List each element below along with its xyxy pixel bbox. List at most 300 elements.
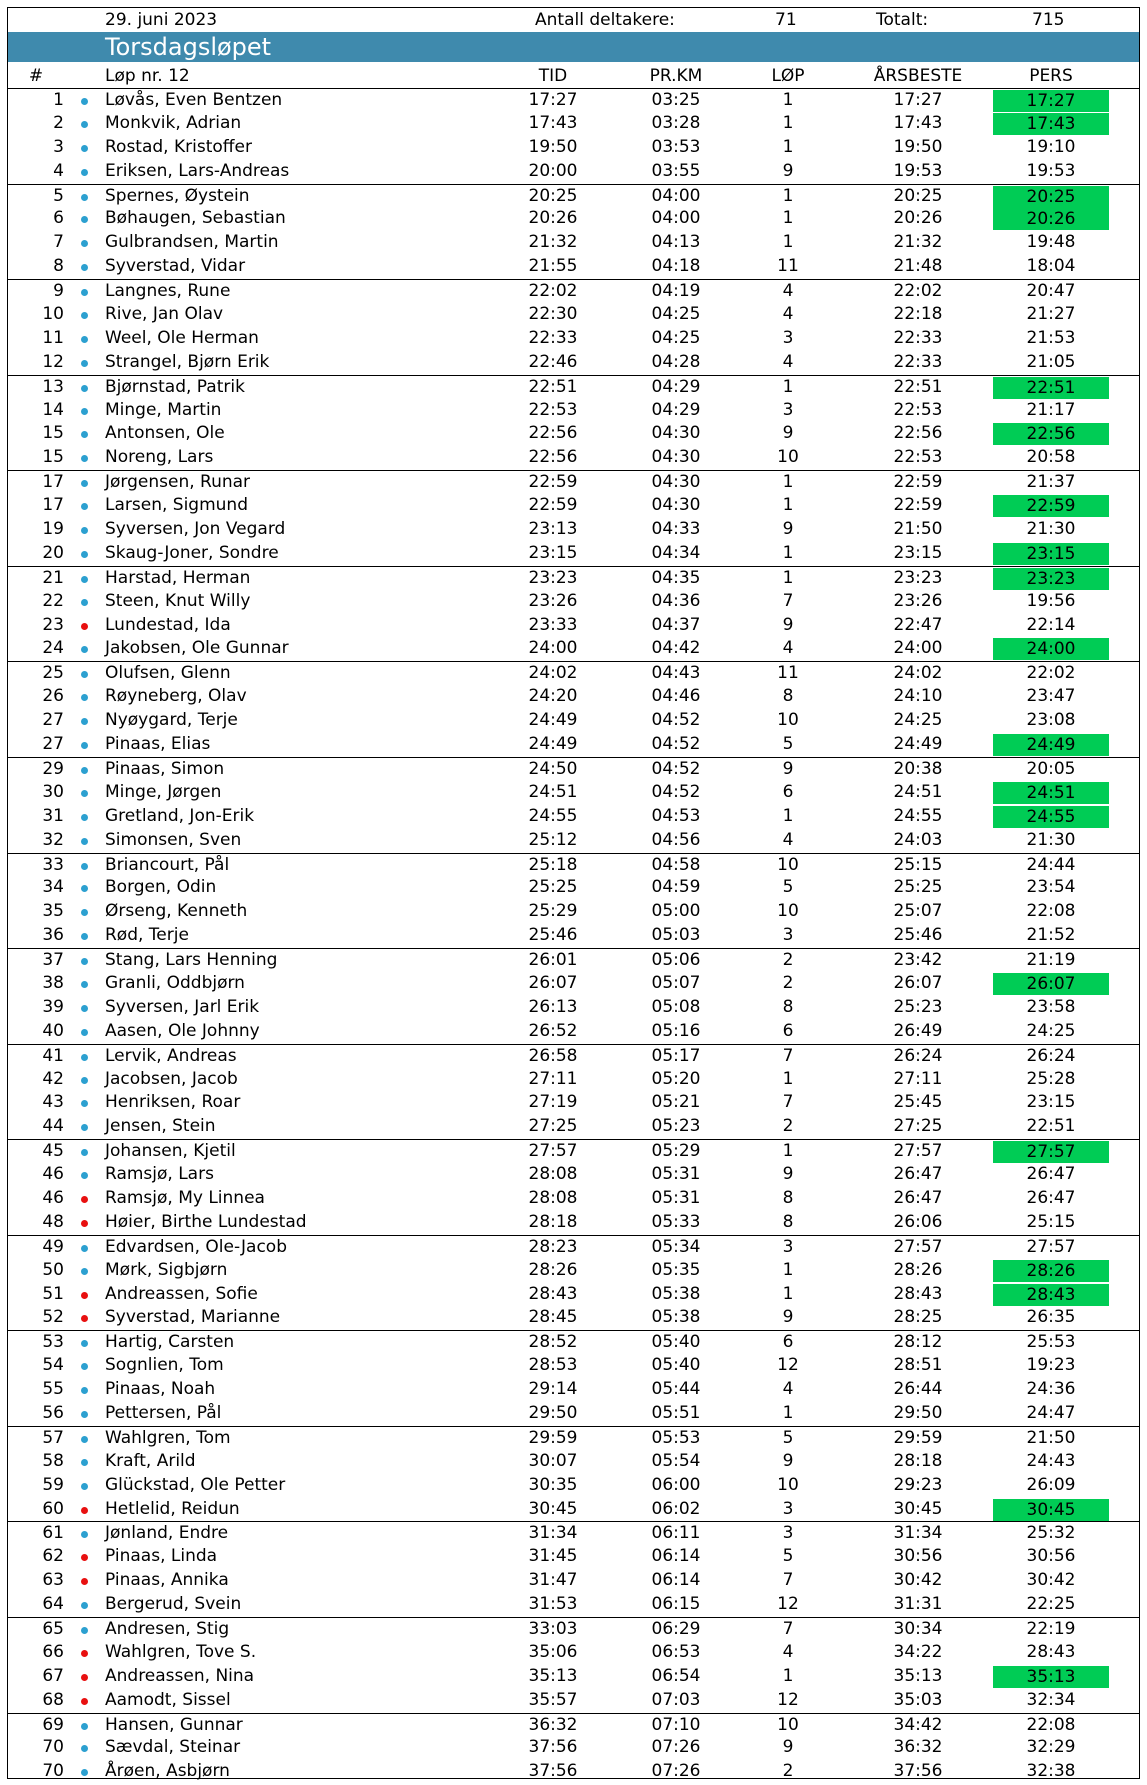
personal-best: 24:25	[1026, 1020, 1076, 1041]
result-time: 29:59	[528, 1427, 578, 1448]
race-count: 9	[782, 758, 794, 779]
result-time: 22:30	[528, 304, 578, 325]
table-row	[8, 1426, 1139, 1450]
race-count: 1	[782, 805, 794, 826]
personal-best: 23:54	[1026, 877, 1076, 898]
runner-name: Syverstad, Vidar	[105, 256, 246, 277]
gender-dot-icon	[81, 121, 88, 128]
result-time: 33:03	[528, 1619, 578, 1639]
runner-name: Pettersen, Pål	[105, 1402, 222, 1423]
race-count: 10	[777, 1474, 799, 1495]
race-count: 9	[782, 1737, 794, 1758]
result-pace: 04:34	[651, 542, 701, 563]
result-pace: 03:55	[651, 160, 701, 181]
race-count: 4	[782, 1379, 794, 1400]
season-best: 22:02	[893, 281, 943, 302]
race-count: 6	[782, 1020, 794, 1041]
result-rank: 46	[42, 1187, 64, 1208]
result-pace: 04:36	[651, 590, 701, 611]
result-time: 36:32	[528, 1714, 578, 1735]
race-count: 4	[782, 638, 794, 659]
table-row	[8, 1044, 1139, 1068]
result-pace: 04:30	[651, 495, 701, 516]
result-pace: 03:28	[651, 112, 701, 133]
result-pace: 05:40	[651, 1355, 701, 1376]
runner-name: Harstad, Herman	[105, 567, 251, 588]
table-row	[8, 112, 1139, 136]
season-best: 23:23	[893, 567, 943, 588]
gender-dot-icon	[81, 1077, 88, 1084]
result-time: 30:35	[528, 1474, 578, 1495]
result-rank: 37	[42, 950, 64, 971]
col-prkm: PR.KM	[649, 66, 703, 86]
personal-best: 18:04	[1026, 256, 1076, 277]
season-best: 34:22	[893, 1641, 943, 1662]
result-time: 28:43	[528, 1283, 578, 1304]
season-best: 28:12	[893, 1332, 943, 1353]
season-best: 24:25	[893, 710, 943, 731]
result-time: 21:55	[528, 256, 578, 277]
personal-best: 21:17	[1026, 399, 1076, 420]
result-rank: 31	[42, 805, 64, 826]
season-best: 24:02	[893, 663, 943, 684]
table-row	[8, 1569, 1139, 1593]
result-rank: 29	[42, 758, 64, 779]
result-time: 26:07	[528, 972, 578, 993]
season-best: 30:45	[893, 1498, 943, 1519]
result-time: 27:19	[528, 1092, 578, 1113]
race-count: 7	[782, 590, 794, 611]
runner-name: Weel, Ole Herman	[105, 327, 259, 348]
gender-dot-icon	[81, 1220, 88, 1227]
result-pace: 05:29	[651, 1141, 701, 1162]
result-time: 29:14	[528, 1379, 578, 1400]
result-rank: 60	[42, 1498, 64, 1519]
gender-dot-icon	[81, 336, 88, 343]
result-rank: 14	[42, 399, 64, 420]
result-rank: 68	[42, 1689, 64, 1710]
result-rank: 51	[42, 1283, 64, 1304]
gender-dot-icon	[81, 551, 88, 558]
result-pace: 03:25	[651, 90, 701, 110]
result-time: 24:51	[528, 781, 578, 802]
personal-best: 24:51	[993, 782, 1109, 804]
participants-label: Antall deltakere:	[535, 10, 675, 30]
result-rank: 24	[42, 638, 64, 659]
season-best: 24:55	[893, 805, 943, 826]
race-count: 4	[782, 829, 794, 850]
runner-name: Johansen, Kjetil	[105, 1141, 236, 1162]
result-pace: 04:00	[651, 208, 701, 229]
result-time: 22:56	[528, 447, 578, 468]
result-time: 28:18	[528, 1211, 578, 1232]
personal-best: 22:02	[1026, 663, 1076, 684]
table-row	[8, 1378, 1139, 1402]
season-best: 19:53	[893, 160, 943, 181]
result-rank: 20	[42, 542, 64, 563]
table-row	[8, 1402, 1139, 1426]
result-pace: 06:29	[651, 1619, 701, 1639]
race-count: 9	[782, 1307, 794, 1328]
runner-name: Ramsjø, Lars	[105, 1164, 214, 1185]
result-pace: 07:26	[651, 1761, 701, 1782]
table-row	[8, 1115, 1139, 1139]
table-row	[8, 661, 1139, 685]
result-pace: 05:23	[651, 1116, 701, 1137]
personal-best: 22:19	[1026, 1619, 1076, 1639]
season-best: 22:59	[893, 472, 943, 493]
race-count: 1	[782, 1283, 794, 1304]
gender-dot-icon	[81, 1723, 88, 1730]
runner-name: Larsen, Sigmund	[105, 495, 248, 516]
season-best: 25:46	[893, 925, 943, 946]
gender-dot-icon	[81, 216, 88, 223]
personal-best: 21:50	[1026, 1427, 1076, 1448]
season-best: 28:26	[893, 1259, 943, 1280]
result-rank: 66	[42, 1641, 64, 1662]
personal-best: 21:52	[1026, 925, 1076, 946]
result-pace: 07:10	[651, 1714, 701, 1735]
table-row	[8, 327, 1139, 351]
table-row	[8, 470, 1139, 494]
gender-dot-icon	[81, 814, 88, 821]
personal-best: 25:53	[1026, 1332, 1076, 1353]
col-lop: LØP	[771, 66, 805, 86]
result-pace: 05:08	[651, 996, 701, 1017]
result-time: 26:13	[528, 996, 578, 1017]
runner-name: Olufsen, Glenn	[105, 663, 231, 684]
result-pace: 06:11	[651, 1523, 701, 1544]
race-count: 1	[782, 1402, 794, 1423]
race-count: 4	[782, 304, 794, 325]
gender-dot-icon	[81, 1387, 88, 1394]
result-pace: 04:56	[651, 829, 701, 850]
personal-best: 19:10	[1026, 136, 1076, 157]
result-pace: 04:52	[651, 781, 701, 802]
personal-best: 21:19	[1026, 950, 1076, 971]
runner-name: Jakobsen, Ole Gunnar	[105, 638, 289, 659]
table-row	[8, 422, 1139, 446]
season-best: 22:56	[893, 423, 943, 444]
result-pace: 05:31	[651, 1164, 701, 1185]
season-best: 26:44	[893, 1379, 943, 1400]
result-rank: 57	[42, 1427, 64, 1448]
result-time: 27:57	[528, 1141, 578, 1162]
personal-best: 26:07	[993, 973, 1109, 995]
gender-dot-icon	[81, 1578, 88, 1585]
season-best: 25:23	[893, 996, 943, 1017]
table-row	[8, 279, 1139, 303]
result-pace: 04:37	[651, 614, 701, 635]
result-time: 20:26	[528, 208, 578, 229]
race-count: 5	[782, 1427, 794, 1448]
table-row	[8, 160, 1139, 184]
result-time: 27:11	[528, 1068, 578, 1089]
season-best: 23:42	[893, 950, 943, 971]
season-best: 25:15	[893, 854, 943, 875]
table-row	[8, 590, 1139, 614]
runner-name: Borgen, Odin	[105, 877, 217, 898]
result-rank: 39	[42, 996, 64, 1017]
gender-dot-icon	[81, 1149, 88, 1156]
table-row	[8, 1736, 1139, 1760]
gender-dot-icon	[81, 1340, 88, 1347]
result-rank: 70	[42, 1737, 64, 1758]
result-time: 27:25	[528, 1116, 578, 1137]
personal-best: 20:25	[993, 186, 1109, 208]
result-pace: 04:29	[651, 376, 701, 397]
gender-dot-icon	[81, 694, 88, 701]
table-row	[8, 1187, 1139, 1211]
table-row	[8, 1450, 1139, 1474]
result-rank: 17	[42, 472, 64, 493]
race-count: 9	[782, 423, 794, 444]
result-rank: 41	[42, 1045, 64, 1066]
table-row	[8, 375, 1139, 399]
season-best: 28:51	[893, 1355, 943, 1376]
gender-dot-icon	[81, 1029, 88, 1036]
table-row	[8, 1259, 1139, 1283]
gender-dot-icon	[81, 385, 88, 392]
runner-name: Simonsen, Sven	[105, 829, 242, 850]
runner-name: Ramsjø, My Linnea	[105, 1187, 265, 1208]
result-time: 22:59	[528, 472, 578, 493]
result-rank: 62	[42, 1546, 64, 1567]
result-rank: 4	[53, 160, 64, 181]
gender-dot-icon	[81, 527, 88, 534]
result-time: 22:51	[528, 376, 578, 397]
race-count: 3	[782, 1523, 794, 1544]
result-pace: 06:54	[651, 1665, 701, 1686]
result-rank: 5	[53, 185, 64, 206]
result-time: 17:27	[528, 90, 578, 110]
season-best: 22:53	[893, 447, 943, 468]
result-rank: 43	[42, 1092, 64, 1113]
result-pace: 04:53	[651, 805, 701, 826]
table-row	[8, 614, 1139, 638]
runner-name: Hartig, Carsten	[105, 1332, 235, 1353]
result-pace: 05:44	[651, 1379, 701, 1400]
gender-dot-icon	[81, 503, 88, 510]
result-time: 19:50	[528, 136, 578, 157]
table-row	[8, 1521, 1139, 1545]
table-row	[8, 948, 1139, 972]
personal-best: 24:36	[1026, 1379, 1076, 1400]
runner-name: Skaug-Joner, Sondre	[105, 542, 279, 563]
result-pace: 05:33	[651, 1211, 701, 1232]
gender-dot-icon	[81, 863, 88, 870]
season-best: 30:42	[893, 1570, 943, 1591]
result-rank: 40	[42, 1020, 64, 1041]
result-rank: 67	[42, 1665, 64, 1686]
season-best: 22:18	[893, 304, 943, 325]
gender-dot-icon	[81, 1745, 88, 1752]
result-time: 23:23	[528, 567, 578, 588]
gender-dot-icon	[81, 1268, 88, 1275]
personal-best: 22:51	[993, 377, 1109, 399]
race-count: 10	[777, 854, 799, 875]
race-count: 12	[777, 1355, 799, 1376]
result-time: 37:56	[528, 1761, 578, 1782]
result-pace: 04:30	[651, 472, 701, 493]
runner-name: Jensen, Stein	[105, 1116, 216, 1137]
result-time: 17:43	[528, 112, 578, 133]
col-num: #	[28, 66, 44, 86]
gender-dot-icon	[81, 599, 88, 606]
result-pace: 03:53	[651, 136, 701, 157]
result-rank: 25	[42, 663, 64, 684]
runner-name: Glückstad, Ole Petter	[105, 1474, 286, 1495]
table-row	[8, 733, 1139, 757]
result-time: 28:08	[528, 1164, 578, 1185]
result-pace: 06:53	[651, 1641, 701, 1662]
runner-name: Jacobsen, Jacob	[105, 1068, 238, 1089]
season-best: 24:03	[893, 829, 943, 850]
table-row	[8, 996, 1139, 1020]
runner-name: Andresen, Stig	[105, 1619, 230, 1639]
result-time: 28:45	[528, 1307, 578, 1328]
personal-best: 32:38	[1026, 1761, 1076, 1782]
result-time: 35:06	[528, 1641, 578, 1662]
race-count: 10	[777, 447, 799, 468]
table-row	[8, 924, 1139, 948]
runner-name: Pinaas, Elias	[105, 734, 211, 755]
result-pace: 04:18	[651, 256, 701, 277]
results-table	[8, 88, 1139, 1784]
gender-dot-icon	[81, 98, 88, 105]
season-best: 27:57	[893, 1236, 943, 1257]
table-row	[8, 1713, 1139, 1737]
col-race: Løp nr. 12	[105, 66, 190, 86]
result-time: 22:02	[528, 281, 578, 302]
season-best: 36:32	[893, 1737, 943, 1758]
gender-dot-icon	[81, 1507, 88, 1514]
result-rank: 55	[42, 1379, 64, 1400]
result-pace: 06:02	[651, 1498, 701, 1519]
race-count: 2	[782, 972, 794, 993]
personal-best: 19:48	[1026, 232, 1076, 253]
race-count: 3	[782, 1498, 794, 1519]
race-count: 4	[782, 351, 794, 372]
table-row	[8, 876, 1139, 900]
gender-dot-icon	[81, 1124, 88, 1131]
result-pace: 04:29	[651, 399, 701, 420]
race-count: 10	[777, 1714, 799, 1735]
result-time: 24:02	[528, 663, 578, 684]
gender-dot-icon	[81, 1005, 88, 1012]
table-row	[8, 1091, 1139, 1115]
gender-dot-icon	[81, 1100, 88, 1107]
race-count: 11	[777, 663, 799, 684]
result-pace: 07:03	[651, 1689, 701, 1710]
race-count: 1	[782, 208, 794, 229]
season-best: 29:50	[893, 1402, 943, 1423]
race-date: 29. juni 2023	[105, 10, 218, 30]
runner-name: Kraft, Arild	[105, 1450, 196, 1471]
gender-dot-icon	[81, 933, 88, 940]
gender-dot-icon	[81, 145, 88, 152]
result-time: 22:59	[528, 495, 578, 516]
result-rank: 33	[42, 854, 64, 875]
race-count: 1	[782, 472, 794, 493]
result-time: 35:57	[528, 1689, 578, 1710]
runner-name: Pinaas, Linda	[105, 1546, 218, 1567]
result-rank: 58	[42, 1450, 64, 1471]
result-rank: 1	[53, 90, 64, 110]
result-rank: 69	[42, 1714, 64, 1735]
result-time: 31:45	[528, 1546, 578, 1567]
result-rank: 48	[42, 1211, 64, 1232]
runner-name: Langnes, Rune	[105, 281, 231, 302]
personal-best: 22:59	[993, 495, 1109, 517]
runner-name: Jørgensen, Runar	[105, 472, 251, 493]
gender-dot-icon	[81, 408, 88, 415]
result-pace: 04:35	[651, 567, 701, 588]
runner-name: Syverstad, Marianne	[105, 1307, 281, 1328]
column-header-row	[8, 64, 1139, 88]
table-row	[8, 1760, 1139, 1784]
runner-name: Monkvik, Adrian	[105, 112, 242, 133]
result-time: 22:53	[528, 399, 578, 420]
table-row	[8, 542, 1139, 566]
table-row	[8, 1641, 1139, 1665]
season-best: 21:32	[893, 232, 943, 253]
result-rank: 34	[42, 877, 64, 898]
season-best: 24:49	[893, 734, 943, 755]
race-count: 8	[782, 1187, 794, 1208]
result-time: 30:07	[528, 1450, 578, 1471]
result-time: 23:33	[528, 614, 578, 635]
summary-row	[8, 8, 1139, 32]
result-rank: 27	[42, 734, 64, 755]
personal-best: 28:43	[993, 1284, 1109, 1306]
gender-dot-icon	[81, 431, 88, 438]
table-row	[8, 1330, 1139, 1354]
runner-name: Ørseng, Kenneth	[105, 901, 248, 922]
result-pace: 05:35	[651, 1259, 701, 1280]
table-row	[8, 351, 1139, 375]
table-row	[8, 1139, 1139, 1163]
race-count: 7	[782, 1092, 794, 1113]
personal-best: 23:08	[1026, 710, 1076, 731]
result-rank: 63	[42, 1570, 64, 1591]
result-time: 31:34	[528, 1523, 578, 1544]
personal-best: 22:25	[1026, 1594, 1076, 1615]
gender-dot-icon	[81, 576, 88, 583]
personal-best: 21:30	[1026, 829, 1076, 850]
race-count: 9	[782, 160, 794, 181]
season-best: 17:27	[893, 90, 943, 110]
result-time: 25:12	[528, 829, 578, 850]
result-rank: 8	[53, 256, 64, 277]
runner-name: Strangel, Bjørn Erik	[105, 351, 270, 372]
personal-best: 30:56	[1026, 1546, 1076, 1567]
result-rank: 10	[42, 304, 64, 325]
result-time: 25:18	[528, 854, 578, 875]
table-row	[8, 136, 1139, 160]
gender-dot-icon	[81, 838, 88, 845]
race-count: 9	[782, 614, 794, 635]
season-best: 35:13	[893, 1665, 943, 1686]
result-rank: 21	[42, 567, 64, 588]
personal-best: 24:47	[1026, 1402, 1076, 1423]
result-time: 35:13	[528, 1665, 578, 1686]
result-rank: 44	[42, 1116, 64, 1137]
runner-name: Briancourt, Pål	[105, 854, 230, 875]
season-best: 26:06	[893, 1211, 943, 1232]
personal-best: 24:00	[993, 638, 1109, 660]
result-time: 28:52	[528, 1332, 578, 1353]
